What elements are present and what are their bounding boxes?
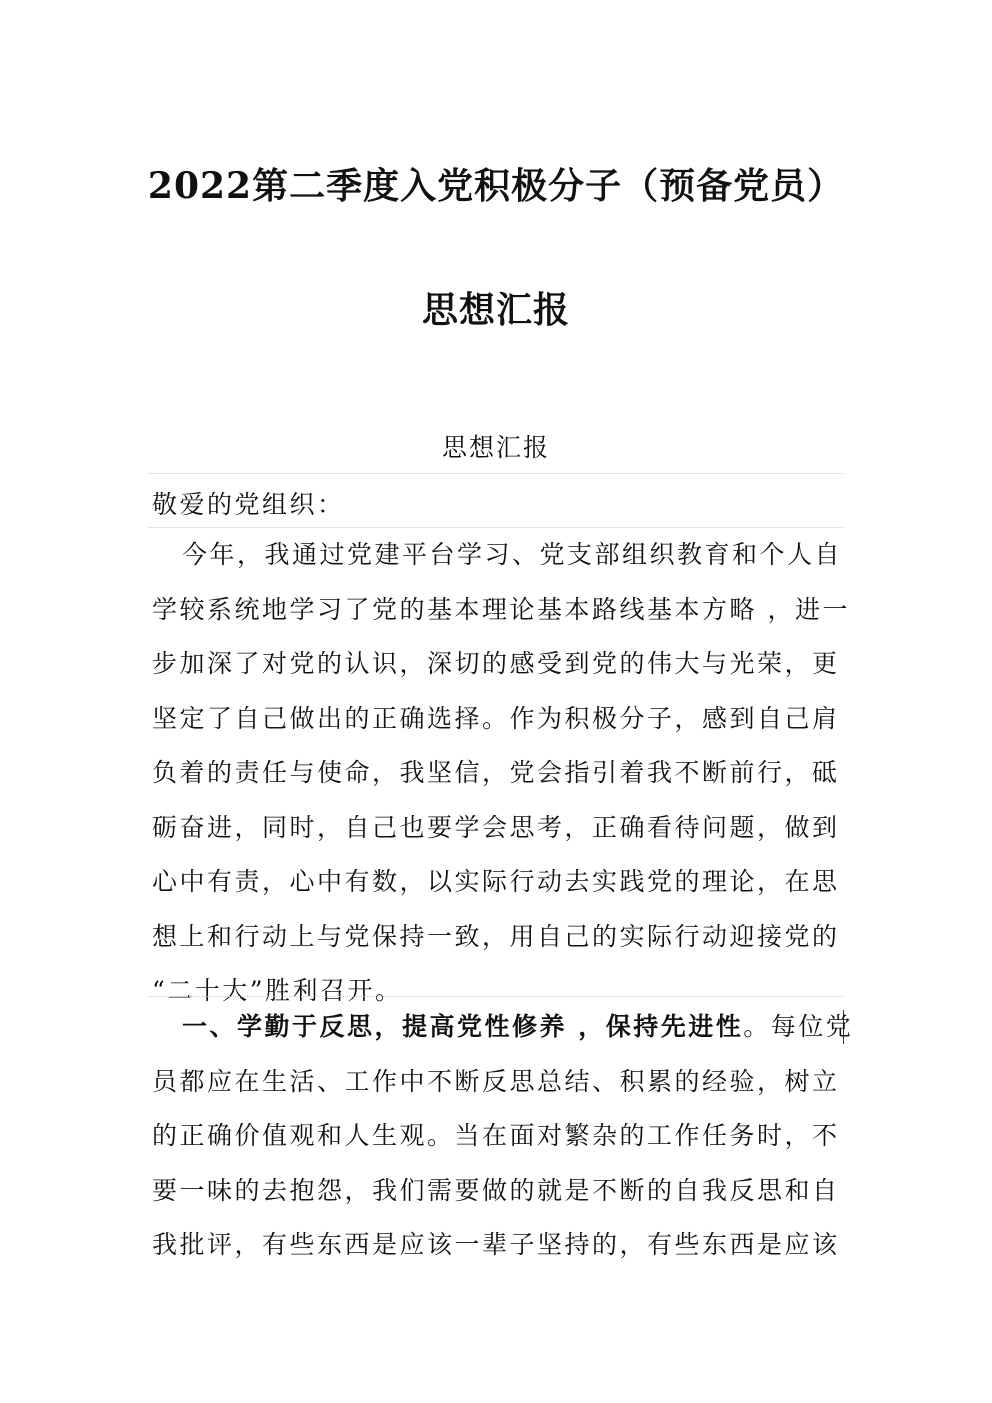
section-heading-inline: 一、学勤于反思，提高党性修养 ，保持先进性 <box>182 1012 744 1041</box>
paragraph-line: 砺奋进，同时，自己也要学会思考，正确看待问题，做到 <box>152 812 840 842</box>
paragraph-divider <box>148 996 844 997</box>
paragraph-line: 想上和行动上与党保持一致，用自己的实际行动迎接党的 <box>152 921 840 951</box>
paragraph-2 <box>152 1000 852 1273</box>
paragraph-line: 员都应在生活、工作中不断反思总结、积累的经验，树立 <box>152 1066 840 1096</box>
paragraph-line: 心中有责，心中有数，以实际行动去实践党的理论，在思 <box>152 867 840 896</box>
paragraph-line: “二十大”胜利召开。 <box>152 976 403 1005</box>
paragraph-first-line-rest: 。每位党 <box>743 1012 854 1041</box>
paragraph-line: 要一味的去抱怨，我们需要做的就是不断的自我反思和自 <box>152 1175 840 1205</box>
paragraph-line: 学较系统地学习了党的基本理论基本路线基本方略 ，进一 <box>152 594 850 624</box>
paragraph-line: 负着的责任与使命，我坚信，党会指引着我不断前行，砥 <box>152 758 840 787</box>
document-title-line-2: 思想汇报 <box>421 289 570 331</box>
paragraph-line: 的正确价值观和人生观。当在面对繁杂的工作任务时，不 <box>152 1121 840 1150</box>
salutation-text: 敬爱的党组织： <box>152 490 345 519</box>
paragraph-line: 步加深了对党的认识，深切的感受到党的伟大与光荣，更 <box>152 649 840 678</box>
paragraph-first-line <box>152 1000 852 1055</box>
paragraph-1 <box>152 528 852 1019</box>
paragraph-line: 我批评，有些东西是应该一辈子坚持的，有些东西是应该 <box>152 1230 840 1259</box>
paragraph-line: 坚定了自己做出的正确选择。作为积极分子，感到自己肩 <box>152 703 840 733</box>
salutation <box>152 478 852 533</box>
paragraph-line: 今年，我通过党建平台学习、党支部组织教育和个人自 <box>182 540 843 569</box>
paragraph-divider <box>148 473 844 474</box>
report-subheading: 思想汇报 <box>441 433 550 462</box>
document-title-line-1: 2022第二季度入党积极分子（预备党员） <box>147 165 845 207</box>
